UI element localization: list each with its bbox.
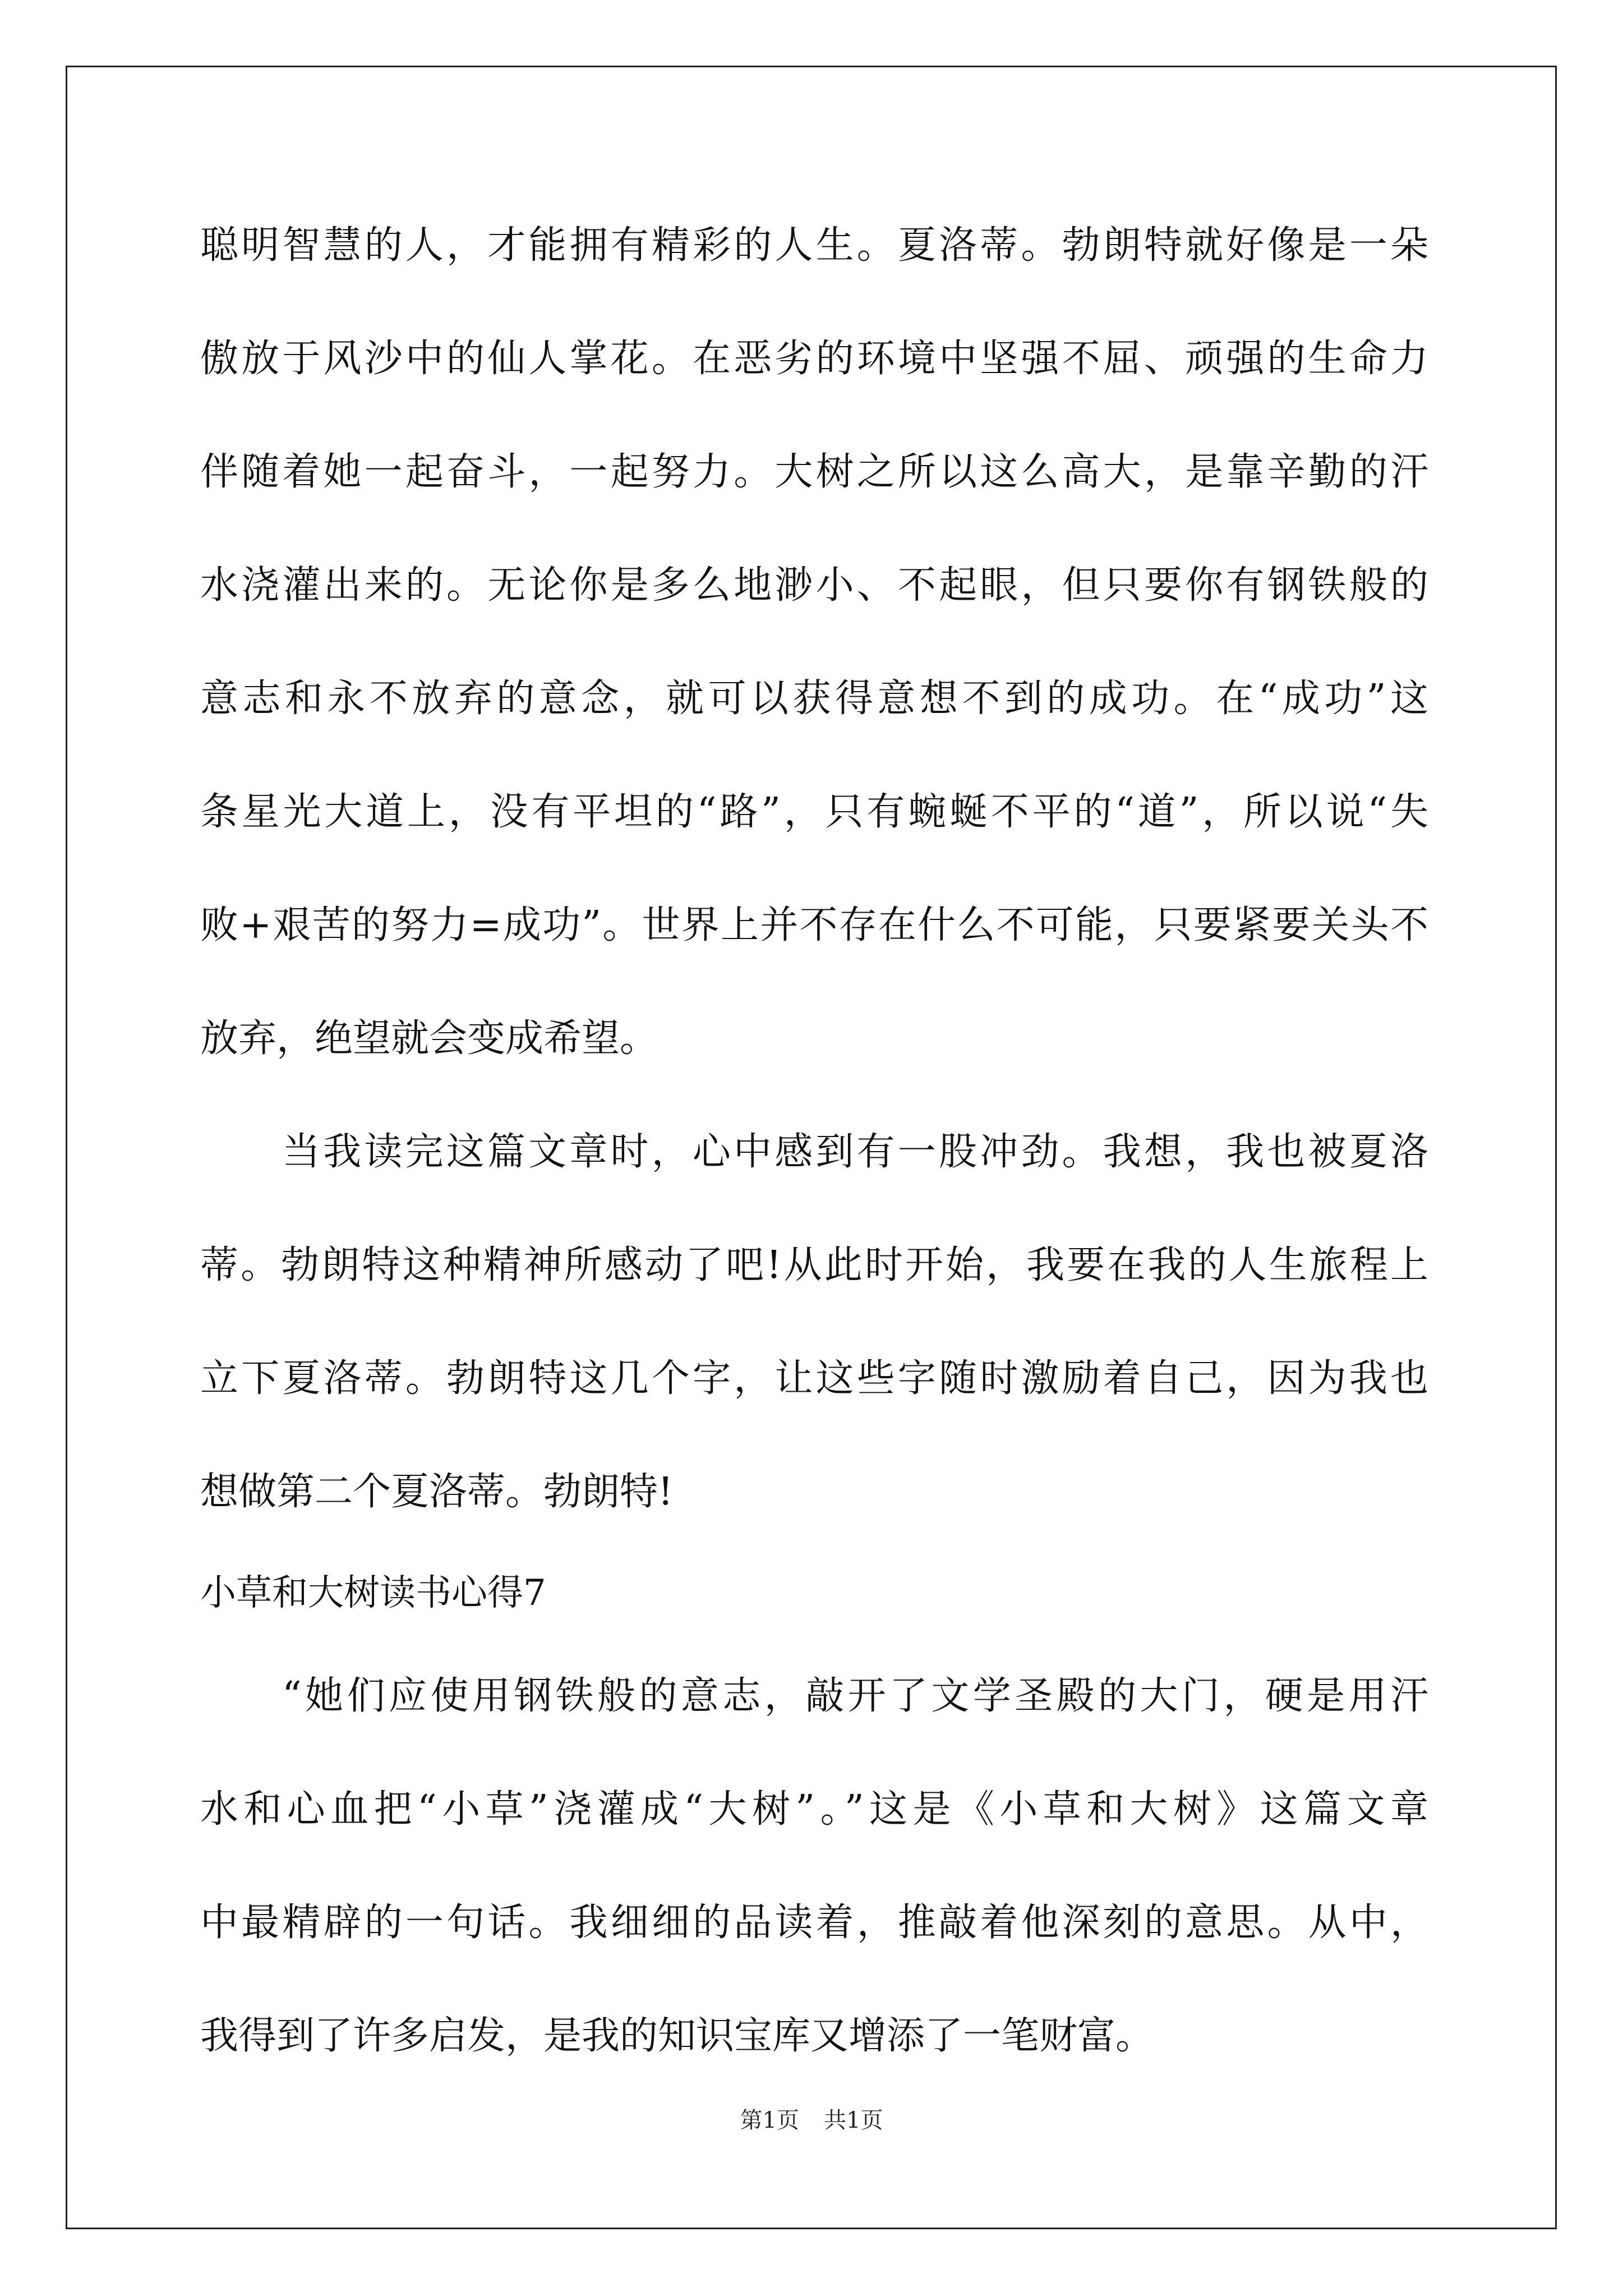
paragraph-2-line-4: 想做第二个夏洛蒂。勃朗特! <box>200 1470 674 1514</box>
page-number-total: 共1页 <box>824 2108 883 2133</box>
paragraph-1-line-7: 败+艰苦的努力=成功”。世界上并不存在什么不可能，只要紧要关头不 <box>200 903 1428 947</box>
paragraph-1-line-1: 聪明智慧的人，才能拥有精彩的人生。夏洛蒂。勃朗特就好像是一朵 <box>200 223 1428 268</box>
paragraph-1-line-5: 意志和永不放弃的意念，就可以获得意想不到的成功。在“成功”这 <box>200 677 1428 721</box>
paragraph-3-line-1: “她们应使用钢铁般的意志，敲开了文学圣殿的大门，硬是用汗 <box>282 1674 1428 1718</box>
paragraph-2-line-2: 蒂。勃朗特这种精神所感动了吧!从此时开始，我要在我的人生旅程上 <box>200 1243 1428 1287</box>
paragraph-1-line-8: 放弃，绝望就会变成希望。 <box>200 1016 658 1061</box>
page-footer <box>0 2104 1623 2137</box>
paragraph-3-line-4: 我得到了许多启发，是我的知识宝库又增添了一笔财富。 <box>200 2014 1154 2058</box>
paragraph-2-line-3: 立下夏洛蒂。勃朗特这几个字，让这些字随时激励着自己，因为我也 <box>200 1356 1428 1401</box>
page-number-current: 第1页 <box>740 2108 799 2133</box>
paragraph-2-line-1: 当我读完这篇文章时，心中感到有一股冲劲。我想，我也被夏洛 <box>282 1130 1428 1174</box>
paragraph-1-line-4: 水浇灌出来的。无论你是多么地渺小、不起眼，但只要你有钢铁般的 <box>200 563 1428 608</box>
paragraph-1-line-6: 条星光大道上，没有平坦的“路”，只有蜿蜒不平的“道”，所以说“失 <box>200 790 1428 834</box>
section-heading: 小草和大树读书心得7 <box>200 1572 546 1614</box>
paragraph-1-line-3: 伴随着她一起奋斗，一起努力。大树之所以这么高大，是靠辛勤的汗 <box>200 450 1428 494</box>
paragraph-3-line-2: 水和心血把“小草”浇灌成“大树”。”这是《小草和大树》这篇文章 <box>200 1787 1428 1832</box>
paragraph-3-line-3: 中最精辟的一句话。我细细的品读着，推敲着他深刻的意思。从中， <box>200 1901 1428 1945</box>
paragraph-1-line-2: 傲放于风沙中的仙人掌花。在恶劣的环境中坚强不屈、顽强的生命力 <box>200 337 1428 381</box>
